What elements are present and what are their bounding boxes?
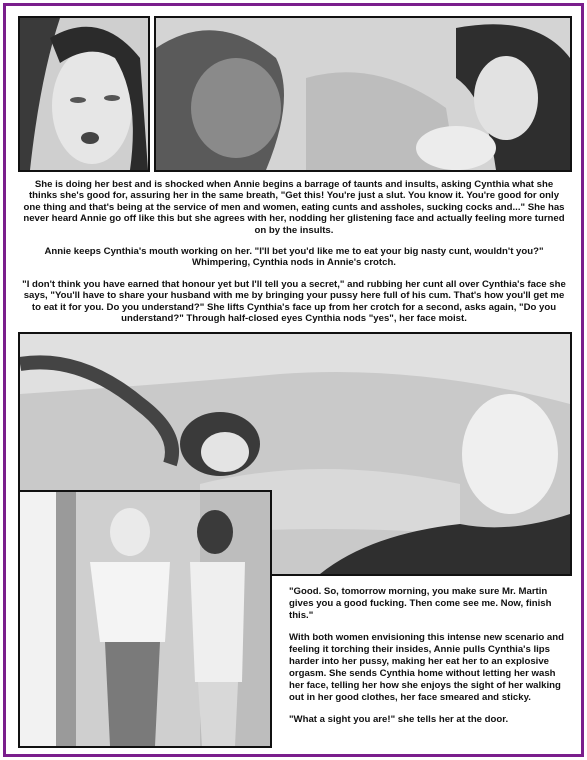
illustration-panel-two-figures xyxy=(154,16,572,172)
story-paragraph-2: Annie keeps Cynthia's mouth working on her. "I'll bet you'd like me to eat your big nasty cunt, wouldn't you?" Whimpering, Cynthia nods in Annie's crotch. xyxy=(44,246,544,269)
story-paragraph-5: With both women envisioning this intense new scenario and feeling it torching their insides, Annie pulls Cynthia's lips harder into her pussy, making her eat her to an explosive orgasm. She sends Cynthia home without letting her wash her face, telling her how she enjoys the sight of her walking out in her good clothes, her face smeared and sticky. xyxy=(289,632,564,703)
story-text-lower xyxy=(289,586,564,736)
illustration-panel-face-closeup xyxy=(18,16,150,172)
story-paragraph-1: She is doing her best and is shocked when Annie begins a barrage of taunts and insults, asking Cynthia what she thinks she's good for, assuring her in the same breath, "Get this! You're just a slut. You know it. You're good for only one thing and that's being at the service of men and women, eating cunts and assholes, sucking cocks and..." She has never heard Annie go off like this but she agrees with her, nodding her glistening face and actually feeling more turned on by the insults. xyxy=(23,179,565,236)
story-paragraph-6: "What a sight you are!" she tells her at the door. xyxy=(289,714,509,725)
illustration-panel-standing-figures xyxy=(18,490,272,748)
story-paragraph-3: "I don't think you have earned that honour yet but I'll tell you a secret," and rubbing her cunt all over Cynthia's face she says, "You'll have to share your husband with me by bringing your pussy here full of his cum. That's how you'll get me to eat it for you. Do you understand?" She lifts Cynthia's face up from her crotch for a second, asks again, "Do you understand?" Through half-closed eyes Cynthia nods "yes", her face moist. xyxy=(22,278,566,325)
story-text-upper xyxy=(22,179,566,334)
story-paragraph-4: "Good. So, tomorrow morning, you make sure Mr. Martin gives you a good fucking. Then come see me. Now, finish this." xyxy=(289,586,552,621)
